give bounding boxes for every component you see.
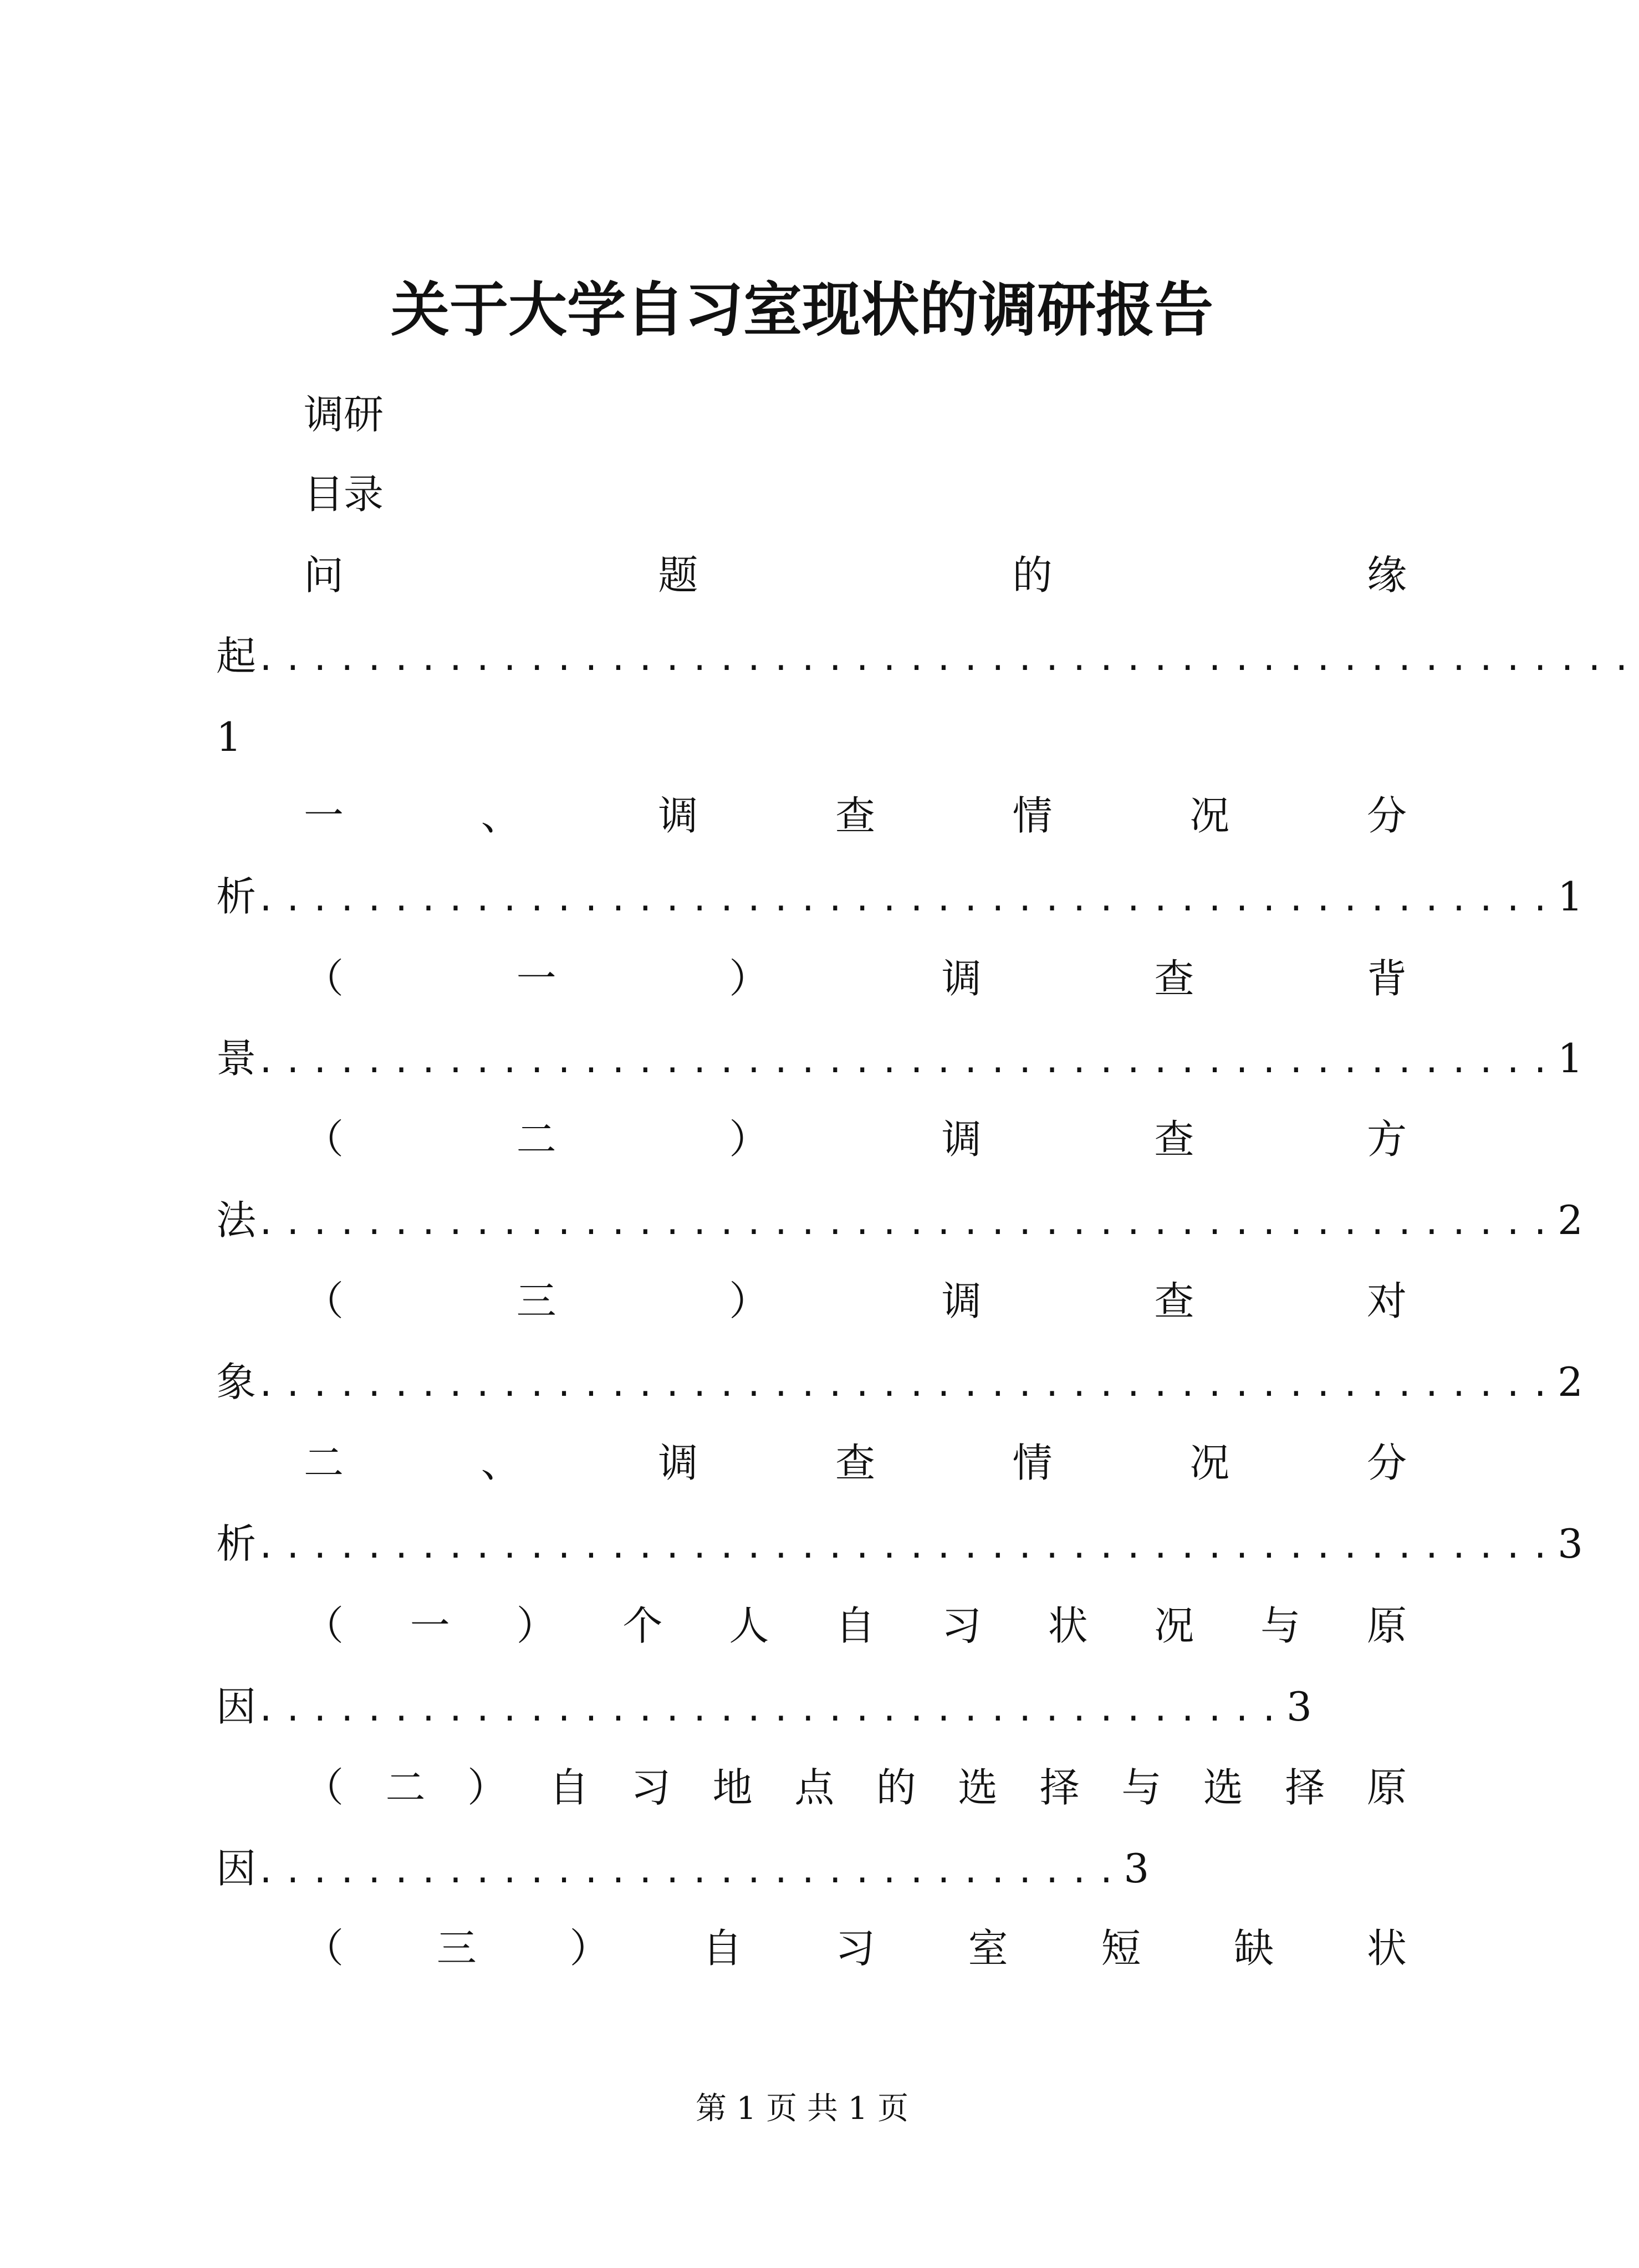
toc-entry-last-char: 因 (216, 1845, 257, 1892)
toc-entry-char: 短 (1101, 1925, 1141, 1972)
toc-dot-leader: ................................................ (256, 1528, 1558, 1565)
toc-entry-char: 查 (835, 792, 875, 839)
toc-entry-char: ） (467, 1764, 508, 1811)
toc-entry-char: 自 (549, 1764, 589, 1811)
toc-page-number: 2 (1558, 1359, 1583, 1405)
toc-entry-char: ） (569, 1925, 610, 1972)
toc-entry-char: 查 (1154, 955, 1194, 1002)
toc-entry-char: 分 (1366, 1440, 1407, 1486)
toc-entry-leader (216, 1197, 1583, 1243)
toc-entry-char: 况 (1189, 792, 1230, 839)
toc-entry-char: 调 (941, 1278, 982, 1324)
toc-entry-char: 调 (658, 1440, 698, 1486)
toc-page-number: 3 (1286, 1683, 1312, 1730)
toc-entry-char: 自 (835, 1603, 875, 1649)
toc-entry-last-char: 景 (216, 1035, 257, 1082)
toc-entry-last-char: 因 (216, 1683, 257, 1730)
toc-entry-leader (216, 1035, 1583, 1082)
toc-page-number: 3 (1558, 1520, 1583, 1567)
toc-entry-char: 缘 (1366, 552, 1407, 598)
toc-dot-leader: ................................................... (256, 640, 1639, 678)
toc-entry-char: 况 (1154, 1603, 1194, 1649)
toc-entry-char: 三 (516, 1278, 556, 1324)
toc-entry-title (304, 955, 1407, 1002)
toc-entry-char: 题 (658, 552, 698, 598)
toc-entry-char: 二 (385, 1764, 426, 1811)
toc-entry-char: 一 (304, 792, 344, 839)
toc-page-number: 3 (1124, 1845, 1150, 1892)
toc-entry-char: 调 (941, 1116, 982, 1163)
toc-entry-char: 与 (1121, 1764, 1162, 1811)
toc-entry-char: （ (304, 1116, 344, 1163)
toc-entry-char: 调 (658, 792, 698, 839)
toc-entry-char: 自 (702, 1925, 743, 1972)
toc-entry-char: 情 (1012, 1440, 1053, 1486)
toc-entry-char: 查 (1154, 1116, 1194, 1163)
toc-entry-char: 习 (835, 1925, 875, 1972)
toc-page-number: 1 (216, 714, 242, 760)
toc-entry-char: 人 (729, 1603, 769, 1649)
toc-dot-leader: ................................................ (256, 1042, 1558, 1080)
toc-entry-char: 背 (1366, 955, 1407, 1002)
toc-entry-char: 调 (941, 955, 982, 1002)
subtitle: 调研 (304, 391, 384, 438)
toc-entry-char: 个 (622, 1603, 663, 1649)
page-title: 关于大学自习室现状的调研报告 (391, 275, 1213, 344)
toc-entry-char: ） (729, 955, 769, 1002)
toc-entry-char: 选 (958, 1764, 998, 1811)
toc-entry-char: （ (304, 1278, 344, 1324)
toc-entry-char: 、 (481, 1440, 521, 1486)
toc-entry-leader (216, 1683, 1312, 1730)
toc-entry-last-char: 起 (216, 633, 257, 679)
toc-entry-char: 一 (516, 955, 556, 1002)
toc-heading: 目录 (304, 471, 384, 518)
toc-entry-char: 的 (876, 1764, 916, 1811)
toc-entry-char: 分 (1366, 792, 1407, 839)
toc-dot-leader: ................................................ (256, 1204, 1558, 1242)
toc-entry-title (304, 1603, 1407, 1649)
toc-entry-last-char: 法 (216, 1197, 257, 1243)
toc-entry-title (304, 1925, 1407, 1972)
toc-entry-char: 点 (794, 1764, 835, 1811)
toc-entry-leader (216, 1359, 1583, 1405)
toc-entry-char: 查 (1154, 1278, 1194, 1324)
toc-entry-leader (216, 1520, 1583, 1567)
toc-entry-char: 原 (1366, 1603, 1407, 1649)
toc-entry-last-char: 析 (216, 1520, 257, 1567)
toc-entry-leader (216, 1845, 1150, 1892)
toc-entry-title (304, 1440, 1407, 1486)
toc-entry-char: ） (516, 1603, 556, 1649)
toc-entry-char: 与 (1260, 1603, 1301, 1649)
toc-entry-char: 情 (1012, 792, 1053, 839)
toc-entry-title (304, 1116, 1407, 1163)
toc-dot-leader: ................................................ (256, 880, 1558, 918)
toc-entry-char: 习 (631, 1764, 671, 1811)
toc-entry-char: 习 (941, 1603, 982, 1649)
toc-entry-char: 状 (1048, 1603, 1088, 1649)
toc-entry-char: ） (729, 1116, 769, 1163)
toc-entry-char: 状 (1366, 1925, 1407, 1972)
toc-entry-title (304, 1278, 1407, 1324)
toc-entry-char: 一 (410, 1603, 450, 1649)
toc-entry-title (304, 552, 1407, 598)
toc-entry-char: 原 (1366, 1764, 1407, 1811)
toc-entry-char: 问 (304, 552, 344, 598)
toc-entry-char: 二 (304, 1440, 344, 1486)
toc-entry-char: 地 (712, 1764, 753, 1811)
toc-entry-char: （ (304, 1764, 344, 1811)
toc-entry-char: 对 (1366, 1278, 1407, 1324)
page-footer: 第 1 页 共 1 页 (695, 2091, 909, 2127)
toc-entry-char: 方 (1366, 1116, 1407, 1163)
toc-entry-char: 缺 (1234, 1925, 1274, 1972)
toc-entry-char: （ (304, 1925, 344, 1972)
toc-entry-char: 查 (835, 1440, 875, 1486)
toc-entry-char: 三 (436, 1925, 477, 1972)
toc-entry-char: 、 (481, 792, 521, 839)
toc-entry-last-char: 象 (216, 1359, 257, 1405)
toc-entry-char: 择 (1285, 1764, 1325, 1811)
toc-entry-char: 的 (1012, 552, 1053, 598)
toc-page-number: 1 (1558, 873, 1583, 920)
toc-entry-leader (216, 633, 1639, 679)
toc-entry-char: 况 (1189, 1440, 1230, 1486)
toc-dot-leader: ................................................ (256, 1366, 1558, 1404)
toc-entry-title (304, 1764, 1407, 1811)
toc-entry-char: ） (729, 1278, 769, 1324)
toc-entry-char: 择 (1039, 1764, 1080, 1811)
toc-entry-leader (216, 873, 1583, 920)
toc-entry-char: 二 (516, 1116, 556, 1163)
toc-entry-last-char: 析 (216, 873, 257, 920)
toc-entry-char: 室 (968, 1925, 1008, 1972)
toc-entry-char: （ (304, 955, 344, 1002)
toc-dot-leader: ................................ (256, 1852, 1124, 1890)
toc-entry-char: 选 (1203, 1764, 1243, 1811)
toc-entry-char: （ (304, 1603, 344, 1649)
toc-page-number: 2 (1558, 1197, 1583, 1243)
toc-dot-leader: ...................................... (256, 1691, 1286, 1728)
toc-page-number: 1 (1558, 1035, 1583, 1082)
toc-entry-title (304, 792, 1407, 839)
